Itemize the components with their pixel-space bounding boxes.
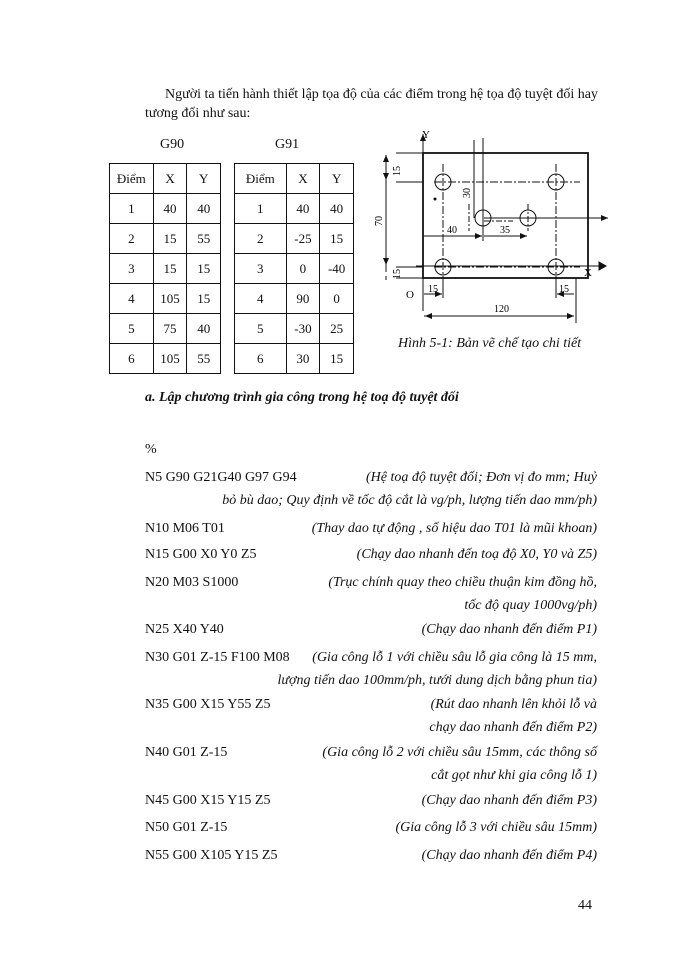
table-cell: 15: [153, 224, 187, 254]
program-line-comment: (Chạy dao nhanh đến điểm P1): [421, 622, 597, 637]
intro-line-2: tương đối như sau:: [145, 106, 251, 121]
g91-header-row: [235, 164, 354, 194]
table-cell: 15: [153, 254, 187, 284]
table-cell: -30: [286, 314, 320, 344]
dim-15-bottom-right: 15: [559, 284, 569, 295]
table-cell: 90: [286, 284, 320, 314]
table-row: [235, 314, 354, 344]
table-cell: 2: [110, 224, 154, 254]
program-line-comment-cont: chạy dao nhanh đến điểm P2): [429, 720, 597, 735]
program-line-comment: (Chạy dao nhanh đến toạ độ X0, Y0 và Z5): [356, 547, 597, 562]
dim-15-bottom-left: 15: [428, 284, 438, 295]
program-line-comment: (Trục chính quay theo chiều thuận kim đồng hồ,: [328, 575, 597, 590]
table-cell: 105: [153, 344, 187, 374]
g90-header-row: [110, 164, 221, 194]
dim-15-left: 15: [392, 269, 403, 279]
plate-outline: [423, 153, 588, 278]
table-row: [235, 224, 354, 254]
program-line-code: N15 G00 X0 Y0 Z5: [145, 547, 257, 562]
dim-120: 120: [494, 304, 509, 315]
program-line-code: N45 G00 X15 Y15 Z5: [145, 793, 271, 808]
table-cell: 3: [235, 254, 287, 284]
table-cell: 40: [320, 194, 354, 224]
table-row: [110, 224, 221, 254]
program-line-code: N55 G00 X105 Y15 Z5: [145, 848, 278, 863]
program-line-code: N25 X40 Y40: [145, 622, 224, 637]
table-cell: 55: [187, 224, 221, 254]
table-cell: 1: [235, 194, 287, 224]
program-line-comment: (Chạy dao nhanh đến điểm P3): [421, 793, 597, 808]
y-axis-label: Y: [422, 129, 430, 141]
table-cell: 15: [187, 254, 221, 284]
origin-label: O: [406, 289, 414, 301]
x-axis-label: X: [584, 267, 592, 279]
g91-label: G91: [275, 137, 300, 152]
table-cell: 30: [286, 344, 320, 374]
table-row: [235, 254, 354, 284]
program-line-comment: (Gia công lỗ 1 với chiều sâu lỗ gia công là 15 mm,: [312, 650, 597, 665]
table-cell: 40: [286, 194, 320, 224]
program-line-code: N35 G00 X15 Y55 Z5: [145, 697, 271, 712]
dim-15-top: 15: [392, 166, 403, 176]
table-row: [110, 254, 221, 284]
table-cell: 5: [235, 314, 287, 344]
table-cell: 105: [153, 284, 187, 314]
table-cell: 4: [235, 284, 287, 314]
dim-30: 30: [462, 188, 473, 198]
table-cell: 0: [286, 254, 320, 284]
part-drawing: [366, 126, 616, 331]
table-cell: 40: [153, 194, 187, 224]
table-cell: 2: [235, 224, 287, 254]
program-line-code: N50 G01 Z-15: [145, 820, 228, 835]
header-cell: Y: [187, 164, 221, 194]
header-cell: Điểm: [235, 164, 287, 194]
table-cell: 40: [187, 194, 221, 224]
g90-label: G90: [160, 137, 185, 152]
dim-35: 35: [500, 225, 510, 236]
dim-40: 40: [447, 225, 457, 236]
intro-line-1: Người ta tiến hành thiết lập tọa độ của các điểm trong hệ tọa độ tuyệt đối hay: [165, 87, 598, 102]
table-cell: 25: [320, 314, 354, 344]
table-cell: 15: [320, 344, 354, 374]
program-line-code: N20 M03 S1000: [145, 575, 239, 590]
g90-table: [109, 163, 221, 374]
table-cell: 40: [187, 314, 221, 344]
program-line-code: N30 G01 Z-15 F100 M08: [145, 650, 290, 665]
figure-caption: Hình 5-1: Bản vẽ chế tạo chi tiết: [398, 336, 582, 351]
table-cell: -25: [286, 224, 320, 254]
program-line-comment: (Chạy dao nhanh đến điểm P4): [421, 848, 597, 863]
program-start-percent: %: [145, 442, 157, 457]
program-line-code: N40 G01 Z-15: [145, 745, 228, 760]
table-cell: 3: [110, 254, 154, 284]
table-cell: 1: [110, 194, 154, 224]
program-line-comment: (Gia công lỗ 2 với chiều sâu 15mm, các thông số: [322, 745, 597, 760]
g91-table: [234, 163, 354, 374]
table-row: [235, 344, 354, 374]
table-row: [235, 284, 354, 314]
program-line-code: N5 G90 G21G40 G97 G94: [145, 470, 297, 485]
table-cell: 0: [320, 284, 354, 314]
table-cell: 15: [320, 224, 354, 254]
program-line-comment: (Rút dao nhanh lên khỏi lỗ và: [430, 697, 597, 712]
table-cell: 6: [110, 344, 154, 374]
table-row: [235, 194, 354, 224]
table-row: [110, 344, 221, 374]
program-line-code: N10 M06 T01: [145, 521, 225, 536]
table-cell: 6: [235, 344, 287, 374]
table-cell: 75: [153, 314, 187, 344]
program-line-comment: (Gia công lỗ 3 với chiều sâu 15mm): [395, 820, 597, 835]
dim-70: 70: [374, 216, 385, 226]
table-cell: 5: [110, 314, 154, 344]
program-line-comment-cont: bỏ bù dao; Quy định về tốc độ cắt là vg/ph, lượng tiến dao mm/ph): [222, 493, 597, 508]
table-cell: -40: [320, 254, 354, 284]
program-line-comment-cont: tốc độ quay 1000vg/ph): [464, 598, 597, 613]
header-cell: X: [153, 164, 187, 194]
program-line-comment-cont: cắt gọt như khi gia công lỗ 1): [431, 768, 597, 783]
table-row: [110, 284, 221, 314]
program-line-comment: (Thay dao tự động , số hiệu dao T01 là mũi khoan): [311, 521, 597, 536]
program-line-comment-cont: lượng tiến dao 100mm/ph, tưới dung dịch bằng phun tia): [277, 673, 597, 688]
header-cell: Điểm: [110, 164, 154, 194]
header-cell: Y: [320, 164, 354, 194]
table-row: [110, 194, 221, 224]
section-title: a. Lập chương trình gia công trong hệ toạ độ tuyệt đối: [145, 390, 459, 405]
page-number: 44: [578, 898, 592, 913]
table-cell: 15: [187, 284, 221, 314]
program-line-comment: (Hệ toạ độ tuyệt đối; Đơn vị đo mm; Huỷ: [365, 470, 597, 485]
table-cell: 4: [110, 284, 154, 314]
header-cell: X: [286, 164, 320, 194]
table-row: [110, 314, 221, 344]
table-cell: 55: [187, 344, 221, 374]
